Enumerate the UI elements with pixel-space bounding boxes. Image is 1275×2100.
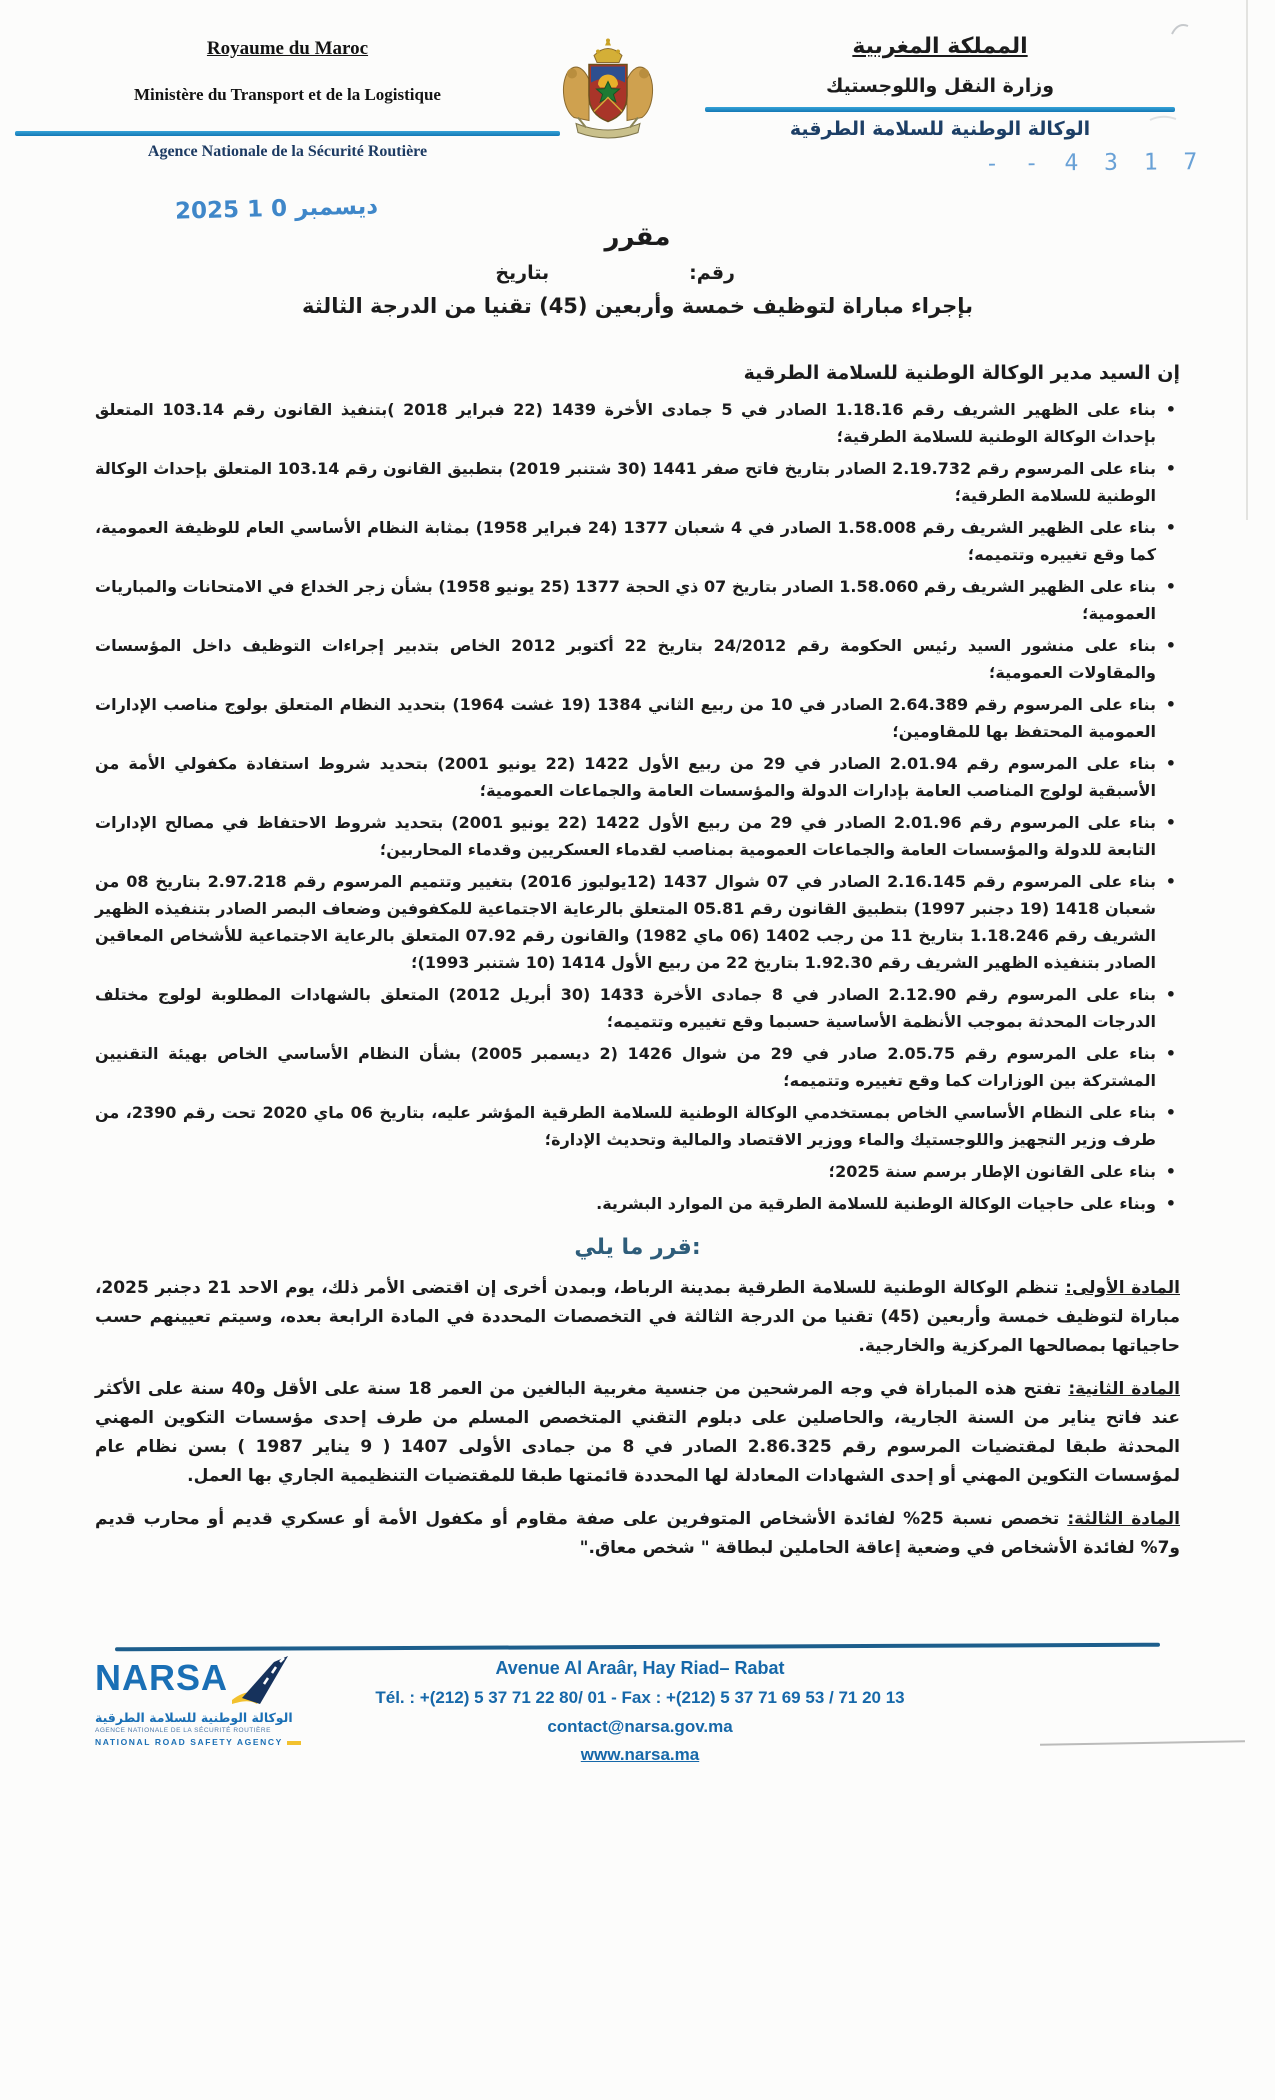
legal-reference-item: • وبناء على حاجيات الوكالة الوطنية للسلامة الطرقية من الموارد البشرية. bbox=[95, 1190, 1180, 1217]
narsa-french-name: AGENCE NATIONALE DE LA SÉCURITÉ ROUTIÈRE bbox=[95, 1727, 271, 1734]
narsa-english-name: NATIONAL ROAD SAFETY AGENCY bbox=[95, 1737, 325, 1747]
legal-reference-item: • بناء على الظهير الشريف رقم 1.58.060 الصادر بتاريخ 07 ذي الحجة 1377 (25 يونيو 1958) بشأن زجر الخداع في الامتحانات والمباريات العمومية؛ bbox=[95, 573, 1180, 627]
article-2-label: المادة الثانية: bbox=[1068, 1379, 1180, 1399]
legal-reference-item: • بناء على المرسوم رقم 2.64.389 الصادر في 10 من ربيع الثاني 1384 (19 غشت 1964) بتحديد النظام المتعلق بولوج مناصب الإدارات العمومية المحتفظ بها للمقاومين؛ bbox=[95, 691, 1180, 745]
agency-title-ar: الوكالة الوطنية للسلامة الطرقية bbox=[789, 118, 1091, 140]
kingdom-title-fr: Royaume du Maroc bbox=[206, 38, 369, 59]
document-subject: بإجراء مباراة لتوظيف خمسة وأربعين (45) تقنيا من الدرجة الثالثة bbox=[302, 294, 973, 318]
legal-reference-item: • بناء على الظهير الشريف رقم 1.58.008 الصادر في 4 شعبان 1377 (24 فبراير 1958) بمثابة النظام الأساسي العام للوظيفة العمومية، كما وقع تغييره وتتميمه؛ bbox=[95, 514, 1180, 568]
logo-yellow-dash bbox=[287, 1741, 301, 1745]
legal-reference-item: • بناء على القانون الإطار برسم سنة 2025؛ bbox=[95, 1158, 1180, 1185]
legal-reference-item: • بناء على المرسوم رقم 2.01.96 الصادر في 29 من ربيع الأول 1422 (22 يونيو 2001) بتحديد شروط الاحتفاظ في مصالح الإدارات التابعة للدولة والمؤسسات العامة والجماعات العمومية بمناصب لقدماء العسكريين وقدماء المحاربين؛ bbox=[95, 809, 1180, 863]
ministry-title-fr: Ministère du Transport et de la Logistique bbox=[134, 85, 441, 104]
footer-website: www.narsa.ma bbox=[580, 1745, 700, 1764]
date-received-stamp: 2025 ديسمبر 0 1 bbox=[174, 193, 379, 225]
legal-reference-item: • بناء على المرسوم رقم 2.01.94 الصادر في 29 من ربيع الأول 1422 (22 يونيو 2001) بتحديد شروط استفادة مكفولي الأمة من الأسبقية لولوج المناصب العامة بإدارات الدولة والمؤسسات العامة والجماعات العمومية؛ bbox=[95, 750, 1180, 804]
footer-tel-fax: Tél. : +(212) 5 37 71 22 80/ 01 - Fax : +(212) 5 37 71 69 53 / 71 20 13 bbox=[375, 1688, 905, 1707]
date-label: بتاريخ bbox=[495, 262, 550, 284]
legal-reference-item: • بناء على المرسوم رقم 2.12.90 الصادر في 8 جمادى الأخرة 1433 (30 أبريل 2012) المتعلق بالشهادات المطلوبة لولوج مختلف الدرجات المحدثة بموجب الأنظمة الأساسية حسبما وقع تغييره وتتميمه؛ bbox=[95, 981, 1180, 1035]
article-3: المادة الثالثة: تخصص نسبة 25% لفائدة الأشخاص المتوفرين على صفة مقاوم أو مكفول الأمة أو عسكري قديم أو محارب قديم و7% لفائدة الأشخاص في وضعية إعاقة الحاملين لبطاقة " شخص معاق." bbox=[95, 1509, 1181, 1558]
reference-number-stamp: - - 4 3 1 7 bbox=[984, 149, 1204, 177]
scan-line-artifact bbox=[1040, 1740, 1245, 1746]
footer-contact-block bbox=[320, 1658, 960, 1765]
article-1: المادة الأولى: تنظم الوكالة الوطنية للسلامة الطرقية بمدينة الرباط، وبمدن أخرى إن اقتضى الأمر ذلك، يوم الاحد 21 دجنبر 2025، مباراة لتوظيف خمسة وأربعين (45) تقنيا من الدرجة الثالثة في التخصصات المحددة في المادة الرابعة بعده، وسيتم تعيينهم حسب حاجياتها بمصالحها المركزية والخارجية. bbox=[95, 1278, 1180, 1356]
ministry-title-ar: وزارة النقل واللوجستيك bbox=[825, 75, 1055, 97]
kingdom-title-ar: المملكة المغربية bbox=[852, 34, 1028, 59]
article-1-label: المادة الأولى: bbox=[1065, 1278, 1180, 1298]
footer-address: Avenue Al Araâr, Hay Riad– Rabat bbox=[495, 1658, 785, 1678]
document-body bbox=[95, 193, 1181, 1563]
narsa-logo bbox=[95, 1657, 325, 1747]
header-french bbox=[15, 38, 560, 161]
footer-divider bbox=[115, 1643, 1160, 1652]
article-3-label: المادة الثالثة: bbox=[1067, 1509, 1181, 1529]
header-arabic bbox=[705, 34, 1175, 140]
number-date-row bbox=[95, 262, 1180, 284]
narsa-road-swoosh-icon bbox=[230, 1654, 292, 1708]
narsa-wordmark: NARSA bbox=[95, 1657, 229, 1698]
agency-title-fr: Agence Nationale de la Sécurité Routière bbox=[147, 143, 428, 160]
legal-references-list bbox=[95, 396, 1180, 1217]
header-rule-right bbox=[705, 107, 1175, 112]
header-rule-left bbox=[15, 131, 560, 136]
narsa-arabic-name: الوكالة الوطنية للسلامة الطرقية bbox=[95, 1710, 293, 1725]
legal-reference-item: • بناء على الظهير الشريف رقم 1.18.16 الصادر في 5 جمادى الأخرة 1439 (22 فبراير 2018 )بتنفيذ القانون رقم 103.14 المتعلق بإحداث الوكالة الوطنية للسلامة الطرقية؛ bbox=[95, 396, 1180, 450]
legal-reference-item: • بناء على منشور السيد رئيس الحكومة رقم 24/2012 بتاريخ 22 أكتوبر 2012 الخاص بتدبير إجراءات التوظيف داخل المؤسسات والمقاولات العمومية؛ bbox=[95, 632, 1180, 686]
legal-reference-item: • بناء على النظام الأساسي الخاص بمستخدمي الوكالة الوطنية للسلامة الطرقية المؤشر عليه، بتاريخ 06 ماي 2020 تحت رقم 2390، من طرف وزير التجهيز واللوجستيك والماء ووزير الاقتصاد والمالية وتحديث الإدارة؛ bbox=[95, 1099, 1180, 1153]
preamble-intro: إن السيد مدير الوكالة الوطنية للسلامة الطرقية bbox=[743, 362, 1180, 384]
article-2: المادة الثانية: تفتح هذه المباراة في وجه المرشحين من جنسية مغربية البالغين من العمر 18 سنة على الأقل و40 سنة على الأكثر عند فاتح يناير من السنة الجارية، والحاصلين على دبلوم التقني المتخصص المسلم من طرف إحدى مؤسسات التكوين المهني المحدثة طبقا لمقتضيات المرسوم رقم 2.86.325 الصادر في 8 من جمادى الأولى 1407 ( 9 يناير 1987 ) بسن نظام عام لمؤسسات التكوين المهني أو إحدى الشهادات المعادلة لها المحددة قائمتها طبقا للمقتضيات التنظيمية الجاري بها العمل. bbox=[95, 1379, 1180, 1486]
pen-mark-artifact bbox=[1168, 18, 1194, 40]
pen-mark-artifact-2 bbox=[1148, 112, 1178, 126]
moroccan-coat-of-arms-icon bbox=[558, 36, 658, 154]
legal-reference-item: • بناء على المرسوم رقم 2.19.732 الصادر بتاريخ فاتح صفر 1441 (30 شتنبر 2019) بتطبيق القانون رقم 103.14 المتعلق بإحداث الوكالة الوطنية للسلامة الطرقية؛ bbox=[95, 455, 1180, 509]
legal-reference-item: • بناء على المرسوم رقم 2.16.145 الصادر في 07 شوال 1437 (12يوليوز 2016) بتغيير وتتميم المرسوم رقم 2.97.218 بتاريخ 08 من شعبان 1418 (19 دجنبر 1997) بتطبيق القانون رقم 05.81 المتعلق بالرعاية الاجتماعية للمكفوفين وضعاف البصر الصادر بتنفيذه الظهير الشريف رقم 1.18.246 بتاريخ 11 من رجب 1402 (06 ماي 1982) والقانون رقم 07.92 المتعلق بالرعاية الاجتماعية للأشخاص المعاقين الصادر بتنفيذه الظهير الشريف رقم 1.92.30 بتاريخ 22 من ربيع الأول 1414 (10 شتنبر 1993)؛ bbox=[95, 868, 1180, 976]
scan-edge-artifact bbox=[1246, 0, 1248, 520]
legal-reference-item: • بناء على المرسوم رقم 2.05.75 صادر في 29 من شوال 1426 (2 ديسمبر 2005) بشأن النظام الأساسي الخاص بهيئة التقنيين المشتركة بين الوزارات كما وقع تغييره وتتميمه؛ bbox=[95, 1040, 1180, 1094]
document-type-title: مقرر bbox=[604, 222, 671, 252]
decision-heading: قرر ما يلي: bbox=[574, 1235, 701, 1260]
footer-email: contact@narsa.gov.ma bbox=[547, 1717, 733, 1736]
number-label: رقم: bbox=[689, 262, 735, 284]
